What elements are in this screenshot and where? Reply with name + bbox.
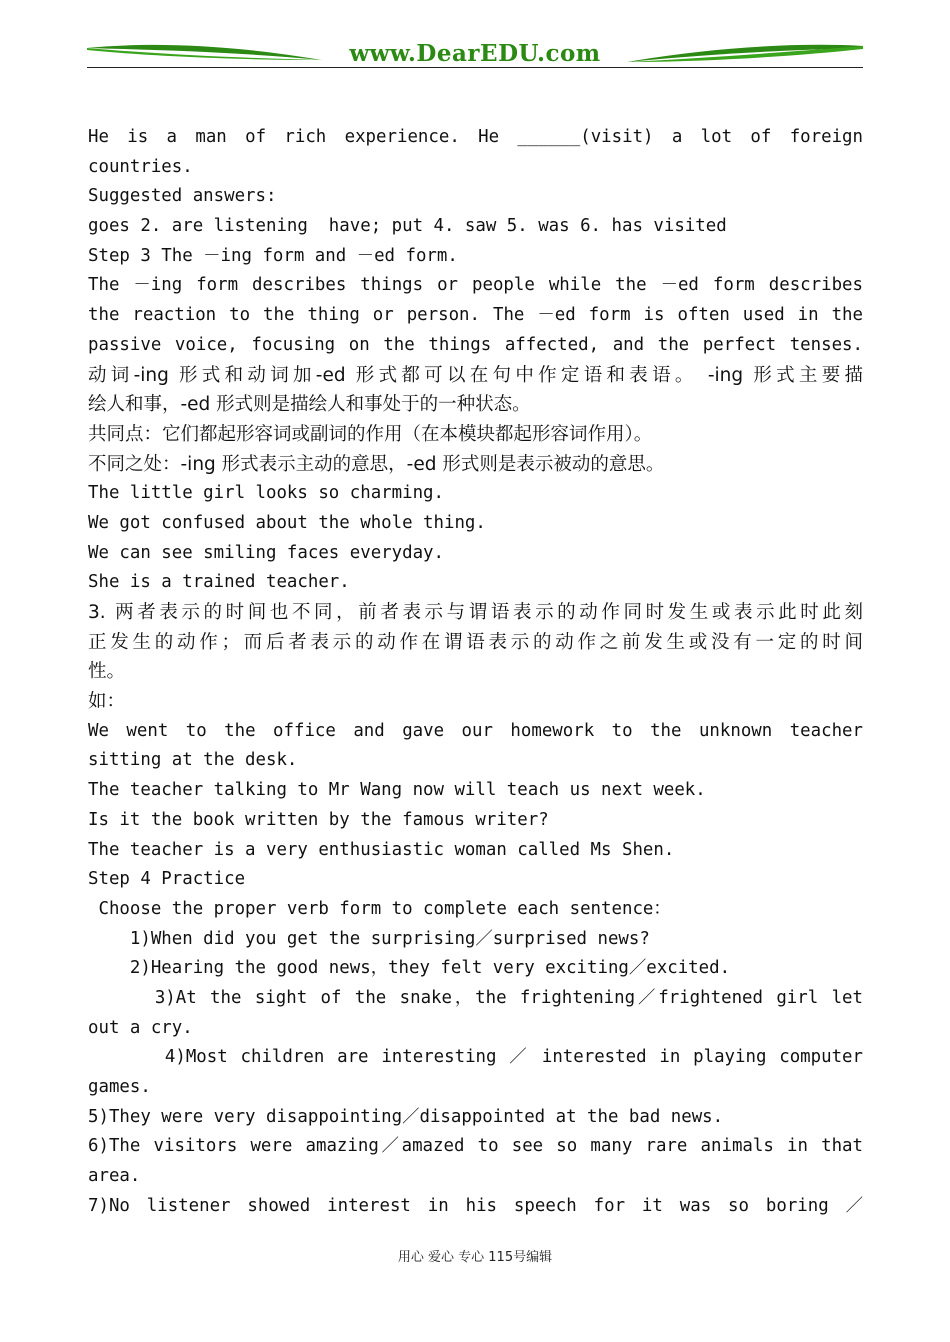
text-line: The teacher talking to Mr Wang now will teach us next week. xyxy=(88,780,706,801)
text-line: Choose the proper verb form to complete each sentence： xyxy=(88,898,671,919)
text-line: passive voice, focusing on the things affected, and the perfect tenses. xyxy=(88,334,863,355)
header-site-name[interactable]: www.DearEDU.com xyxy=(349,40,601,67)
text-line: Step 4 Practice xyxy=(88,869,246,890)
text-line: Suggested answers: xyxy=(88,186,277,207)
text-line: We went to the office and gave our homework to the unknown teacher xyxy=(88,720,863,741)
text-line: 4)Most children are interesting ／ interested in playing computer xyxy=(88,1047,863,1068)
text-line: 5)They were very disappointing／disappointed at the bad news. xyxy=(88,1106,724,1127)
text-line: countries. xyxy=(88,156,193,177)
text-line: 2)Hearing the good news，they felt very exciting／excited. xyxy=(88,958,731,979)
text-line: The －ing form describes things or people while the －ed form describes xyxy=(88,275,863,296)
text-line: Is it the book written by the famous writer? xyxy=(88,809,549,830)
text-line: area. xyxy=(88,1166,141,1187)
text-line: sitting at the desk. xyxy=(88,750,298,771)
header-rule xyxy=(87,67,863,68)
text-line: The little girl looks so charming. xyxy=(88,483,444,504)
text-line: She is a trained teacher. xyxy=(88,572,350,593)
text-line: 绘人和事，-ed 形式则是描绘人和事处于的一种状态。 xyxy=(88,394,531,416)
text-line: 动词-ing 形式和动词加-ed 形式都可以在句中作定语和表语。 -ing 形式主要描 xyxy=(88,364,863,386)
text-line: 性。 xyxy=(88,661,126,683)
text-line: goes 2. are listening have; put 4. saw 5. was 6. has visited xyxy=(88,216,727,237)
text-line: Step 3 The －ing form and －ed form. xyxy=(88,245,458,266)
text-line: 如： xyxy=(88,691,126,713)
text-line: 3. 两者表示的时间也不同，前者表示与谓语表示的动作同时发生或表示此时此刻 xyxy=(88,602,863,623)
text-line: We can see smiling faces everyday. xyxy=(88,542,444,563)
text-line: 正发生的动作；而后者表示的动作在谓语表示的动作之前发生或没有一定的时间 xyxy=(88,631,863,653)
document-body xyxy=(88,123,863,1221)
text-line: the reaction to the thing or person. The －ed form is often used in the xyxy=(88,305,863,326)
text-line: 不同之处：-ing 形式表示主动的意思，-ed 形式则是表示被动的意思。 xyxy=(88,453,665,475)
text-line: 6)The visitors were amazing／amazed to see so many rare animals in that xyxy=(88,1136,863,1157)
text-line: games. xyxy=(88,1077,151,1097)
text-line: 共同点：它们都起形容词或副词的作用（在本模块都起形容词作用）。 xyxy=(88,423,653,445)
text-line: 3)At the sight of the snake，the frightening／frightened girl let xyxy=(88,987,863,1008)
text-line: 7)No listener showed interest in his speech for it was so boring ／ xyxy=(88,1195,863,1216)
text-line: He is a man of rich experience. He ______(visit) a lot of foreign xyxy=(88,127,863,147)
page-footer: 用心 爱心 专心 115号编辑 xyxy=(397,1250,553,1265)
page-header xyxy=(87,38,863,72)
text-line: 1)When did you get the surprising／surprised news? xyxy=(88,928,650,949)
text-line: out a cry. xyxy=(88,1017,193,1038)
text-line: The teacher is a very enthusiastic woman called Ms Shen. xyxy=(88,839,675,860)
text-line: We got confused about the whole thing. xyxy=(88,512,486,533)
